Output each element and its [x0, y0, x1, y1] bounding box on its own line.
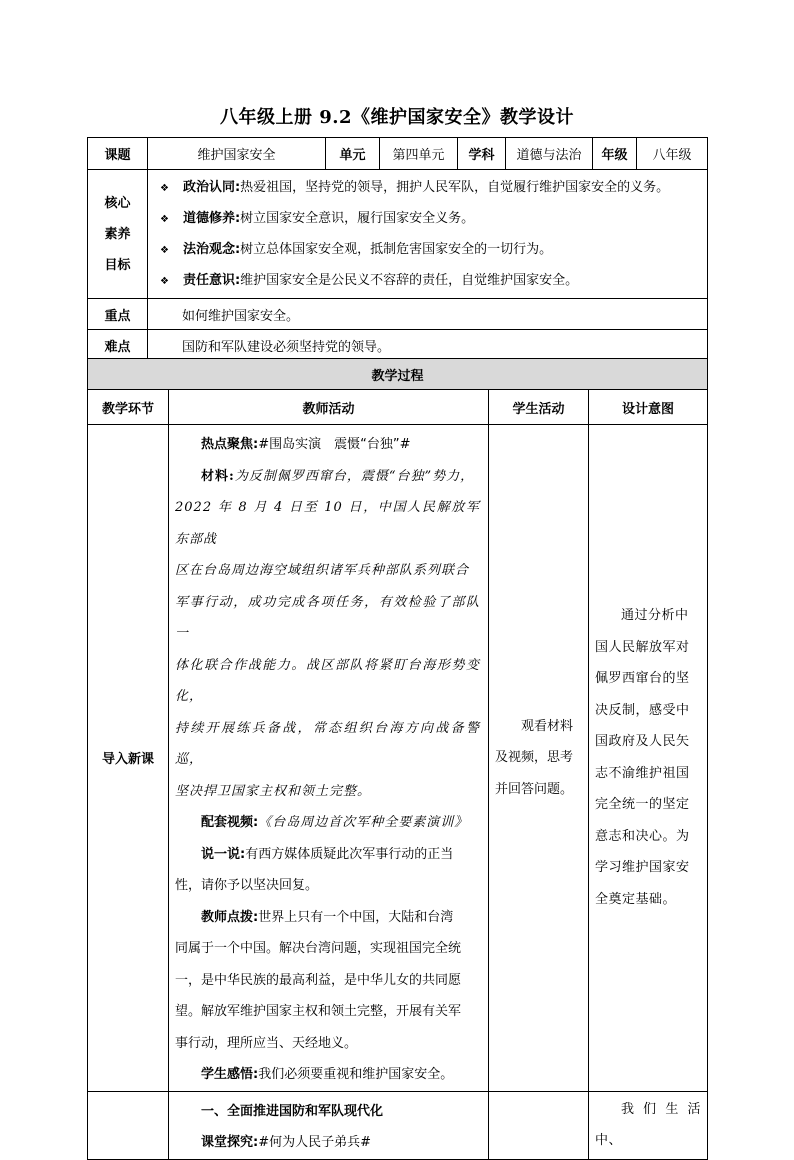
tip-line: 事行动，理所应当、天经地义。	[175, 1035, 358, 1051]
explore-line: 课堂探究:#何为人民子弟兵#	[201, 1135, 371, 1150]
diamond-bullet-icon: ❖	[160, 276, 169, 287]
say-line: 性，请你予以坚决回复。	[175, 878, 319, 893]
diamond-bullet-icon: ❖	[160, 214, 169, 225]
tip-line: 一，是中华民族的最高利益，是中华儿女的共同愿	[175, 972, 462, 988]
material-line: 坚决捍卫国家主权和领土完整。	[175, 783, 372, 799]
difficulty-label: 难点	[88, 330, 148, 361]
col-intent-header: 设计意图	[589, 390, 708, 425]
unit-value: 第四单元	[380, 138, 458, 170]
material-line: 持续开展练兵备战，常态组织台海方向战备警巡，	[175, 720, 480, 767]
stage-intro: 导入新课	[88, 425, 169, 1092]
subject-value: 道德与法治	[506, 138, 593, 170]
video-line: 配套视频:《台岛周边首次军种全要素演训》	[201, 815, 469, 830]
subject-label: 学科	[458, 138, 506, 170]
material-line: 军事行动，成功完成各项任务，有效检验了部队一	[175, 594, 480, 641]
student-activity-section2	[489, 1091, 589, 1159]
tip-line: 教师点拨:世界上只有一个中国，大陆和台湾	[201, 909, 454, 925]
difficulty-text: 国防和军队建设必须坚持党的领导。	[148, 330, 708, 361]
teaching-process-table	[87, 358, 708, 1160]
document-title: 八年级上册 9.2《维护国家安全》教学设计	[219, 107, 575, 128]
lesson-info-table	[87, 137, 708, 361]
key-point-label: 重点	[88, 299, 148, 330]
material-line: 材料:为反制佩罗西窜台，震慑“台独”势力，	[201, 468, 475, 484]
core-goals-label: 核心 素养 目标	[88, 170, 148, 299]
col-teacher-header: 教师活动	[169, 390, 489, 425]
topic-label: 课题	[88, 138, 148, 170]
diamond-bullet-icon: ❖	[160, 245, 169, 256]
col-student-header: 学生活动	[489, 390, 589, 425]
core-goal-item: ❖ 责任意识:维护国家安全是公民义不容辞的责任，自觉维护国家安全。	[160, 273, 579, 288]
grade-label: 年级	[593, 138, 637, 170]
material-line: 2022 年 8 月 4 日至 10 日，中国人民解放军东部战	[175, 500, 480, 547]
design-intent-section2: 我们生活中、	[589, 1091, 708, 1159]
key-point-text: 如何维护国家安全。	[148, 299, 708, 330]
core-goals-list	[148, 170, 708, 299]
grade-value: 八年级	[637, 138, 708, 170]
tip-line: 望。解放军维护国家主权和领土完整，开展有关军	[175, 1004, 462, 1019]
design-intent-intro: 通过分析中 国人民解放军对 佩罗西窜台的坚 决反制，感受中 国政府及人民矢 志不渝维护祖国 完全统一的坚定 意志和决心。为 学习维护国家安 全奠定基础。	[589, 425, 708, 1092]
stage-section2	[88, 1091, 169, 1159]
material-line: 区在台岛周边海空域组织诸军兵种部队系列联合	[175, 563, 470, 578]
hotspot-line: 热点聚焦:#围岛实演 震慑“台独”#	[201, 437, 411, 452]
topic-value: 维护国家安全	[148, 138, 326, 170]
student-activity-intro: 观看材料 及视频，思考 并回答问题。	[489, 425, 589, 1092]
material-line: 体化联合作战能力。战区部队将紧盯台海形势变化，	[175, 657, 480, 704]
core-goal-item: ❖ 政治认同:热爱祖国，坚持党的领导，拥护人民军队，自觉履行维护国家安全的义务。	[160, 180, 670, 195]
teacher-activity-section2	[169, 1091, 489, 1159]
feel-line: 学生感悟:我们必须要重视和维护国家安全。	[201, 1067, 454, 1082]
col-stage-header: 教学环节	[88, 390, 169, 425]
tip-line: 同属于一个中国。解决台湾问题，实现祖国完全统	[175, 941, 462, 956]
process-title: 教学过程	[88, 359, 708, 390]
diamond-bullet-icon: ❖	[160, 183, 169, 194]
core-goal-item: ❖ 法治观念:树立总体国家安全观，抵制危害国家安全的一切行为。	[160, 242, 553, 257]
core-goal-item: ❖ 道德修养:树立国家安全意识，履行国家安全义务。	[160, 211, 475, 226]
section-heading: 一、全面推进国防和军队现代化	[201, 1103, 384, 1119]
teacher-activity-intro	[169, 425, 489, 1092]
say-line: 说一说:有西方媒体质疑此次军事行动的正当	[201, 846, 454, 862]
unit-label: 单元	[326, 138, 380, 170]
